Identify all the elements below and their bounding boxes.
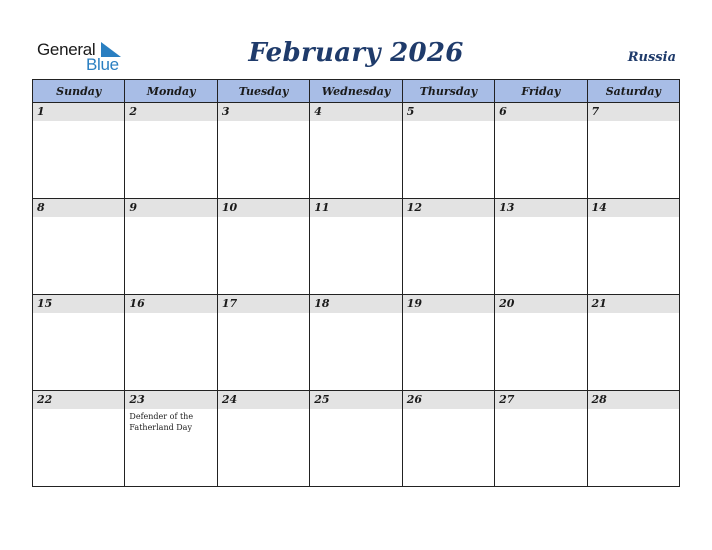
day-number: 26	[403, 391, 494, 409]
day-cell	[402, 103, 494, 199]
holiday-event: Defender of the Fatherland Day	[129, 412, 194, 432]
country-label: Russia	[627, 50, 676, 65]
day-cell	[587, 103, 679, 199]
day-number: 8	[33, 199, 124, 217]
weekday-header: Friday	[495, 80, 587, 103]
weekday-header: Thursday	[402, 80, 494, 103]
day-number: 17	[218, 295, 309, 313]
day-number: 4	[310, 103, 401, 121]
day-number: 5	[403, 103, 494, 121]
day-cell	[402, 391, 494, 487]
day-number: 21	[588, 295, 679, 313]
day-number: 14	[588, 199, 679, 217]
day-number: 28	[588, 391, 679, 409]
day-number: 1	[33, 103, 124, 121]
logo-text-blue: Blue	[86, 55, 119, 74]
day-cell	[33, 295, 125, 391]
day-cell	[217, 103, 309, 199]
day-number: 19	[403, 295, 494, 313]
week-row	[33, 103, 680, 199]
day-number: 9	[125, 199, 216, 217]
day-cell	[217, 199, 309, 295]
day-cell	[217, 295, 309, 391]
day-number: 15	[33, 295, 124, 313]
day-number: 16	[125, 295, 216, 313]
day-number: 11	[310, 199, 401, 217]
day-number: 18	[310, 295, 401, 313]
weekday-header: Monday	[125, 80, 217, 103]
day-cell	[125, 103, 217, 199]
day-number: 2	[125, 103, 216, 121]
day-cell	[310, 391, 402, 487]
day-number: 20	[495, 295, 586, 313]
day-cell	[125, 199, 217, 295]
day-number: 27	[495, 391, 586, 409]
day-number: 12	[403, 199, 494, 217]
day-cell	[587, 199, 679, 295]
weekday-header: Sunday	[33, 80, 125, 103]
day-number: 7	[588, 103, 679, 121]
day-cell	[217, 391, 309, 487]
day-cell	[33, 199, 125, 295]
day-cell	[125, 391, 217, 487]
day-cell	[587, 295, 679, 391]
day-cell	[310, 199, 402, 295]
day-cell	[310, 103, 402, 199]
weekday-header: Wednesday	[310, 80, 402, 103]
day-cell	[495, 199, 587, 295]
day-cell	[310, 295, 402, 391]
weekday-header: Saturday	[587, 80, 679, 103]
weekday-header-row	[33, 80, 680, 103]
week-row	[33, 295, 680, 391]
day-cell	[33, 391, 125, 487]
day-number: 23	[125, 391, 216, 409]
weekday-header: Tuesday	[217, 80, 309, 103]
day-cell	[402, 295, 494, 391]
logo-text-general: General	[37, 40, 96, 59]
day-cell	[402, 199, 494, 295]
day-cell	[495, 295, 587, 391]
day-number: 22	[33, 391, 124, 409]
day-cell	[495, 391, 587, 487]
day-cell	[495, 103, 587, 199]
week-row	[33, 391, 680, 487]
week-row	[33, 199, 680, 295]
page-title: February 2026	[248, 38, 464, 68]
day-number: 6	[495, 103, 586, 121]
day-number: 10	[218, 199, 309, 217]
calendar-grid	[32, 79, 680, 487]
day-number: 3	[218, 103, 309, 121]
day-cell	[587, 391, 679, 487]
day-number: 25	[310, 391, 401, 409]
day-number: 13	[495, 199, 586, 217]
day-cell	[125, 295, 217, 391]
day-cell	[33, 103, 125, 199]
day-number: 24	[218, 391, 309, 409]
